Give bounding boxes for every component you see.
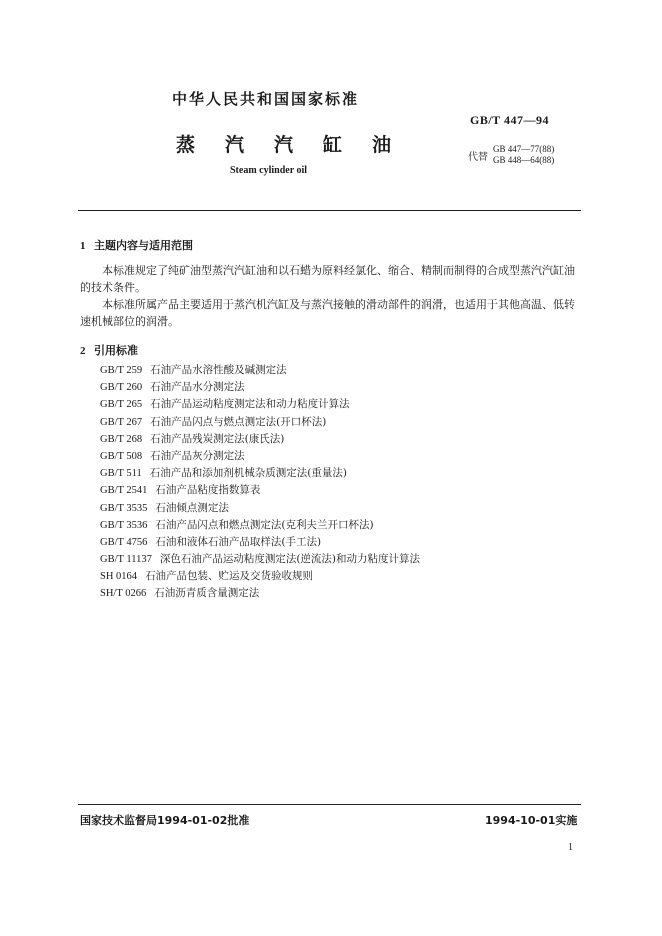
reference-code: GB/T 268 (100, 433, 143, 445)
reference-item (100, 448, 420, 465)
reference-name: 石油产品灰分测定法 (150, 449, 245, 462)
reference-name: 石油产品水溶性酸及碱测定法 (150, 364, 287, 376)
approval-note: 国家技术监督局1994-01-02批准 (80, 814, 250, 827)
reference-code: GB/T 267 (100, 416, 143, 428)
reference-list (100, 362, 420, 603)
replaced-standard: GB 448—64(88) (493, 155, 555, 165)
document-title-en: Steam cylinder oil (230, 165, 308, 176)
reference-item (100, 585, 420, 602)
reference-name: 石油产品水分测定法 (150, 381, 245, 394)
reference-code: GB/T 508 (100, 450, 143, 462)
reference-code: GB/T 265 (100, 399, 143, 411)
reference-item (100, 379, 420, 396)
implementation-date: 1994-10-01实施 (485, 814, 578, 827)
reference-name: 石油产品残炭测定法(康氏法) (150, 432, 285, 445)
replaces-label: 代替 (468, 152, 488, 163)
section-heading (80, 237, 193, 253)
reference-name: 石油产品包装、贮运及交货验收规则 (145, 570, 314, 583)
reference-item (100, 362, 420, 379)
reference-item (100, 431, 420, 448)
section-number: 2 (80, 345, 86, 357)
reference-item (100, 534, 420, 551)
section-heading (80, 342, 138, 358)
section-title: 主题内容与适用范围 (94, 239, 193, 252)
reference-name: 石油产品粘度指数算表 (155, 484, 261, 497)
reference-name: 石油产品闪点与燃点测定法(开口杯法) (150, 415, 327, 428)
reference-code: GB/T 4756 (100, 536, 148, 548)
header-divider (78, 210, 581, 211)
section-title: 引用标准 (94, 344, 138, 357)
replaces-list (493, 144, 554, 166)
reference-name: 石油倾点测定法 (155, 501, 229, 514)
page-number: 1 (568, 842, 573, 853)
reference-code: SH/T 0266 (100, 588, 147, 600)
reference-name: 石油产品运动粘度测定法和动力粘度计算法 (150, 398, 350, 411)
document-title-cn: 蒸汽汽缸油 (176, 134, 422, 156)
reference-name: 深色石油产品运动粘度测定法(逆流法)和动力粘度计算法 (159, 553, 421, 566)
paragraph: 本标准规定了纯矿油型蒸汽汽缸油和以石蜡为原料经氯化、缩合、精制而制得的合成型蒸汽汽缸油的技术条件。 (80, 264, 575, 294)
reference-name: 石油和液体石油产品取样法(手工法) (155, 535, 322, 548)
reference-code: SH 0164 (100, 571, 138, 583)
reference-code: GB/T 3536 (100, 519, 148, 531)
national-standard-heading: 中华人民共和国国家标准 (172, 90, 360, 108)
reference-code: GB/T 511 (100, 468, 142, 480)
reference-code: GB/T 11137 (100, 554, 152, 566)
reference-item (100, 500, 420, 517)
reference-item (100, 396, 420, 413)
reference-code: GB/T 2541 (100, 485, 148, 497)
reference-code: GB/T 259 (100, 365, 143, 376)
reference-item (100, 568, 420, 585)
reference-item (100, 465, 420, 482)
reference-name: 石油产品闪点和燃点测定法(克利夫兰开口杯法) (155, 518, 374, 531)
reference-item (100, 551, 420, 568)
footer-divider (78, 804, 581, 805)
replaced-standard: GB 447—77(88) (493, 144, 555, 154)
standard-number: GB/T 447—94 (470, 113, 549, 127)
reference-code: GB/T 260 (100, 382, 143, 394)
reference-name: 石油产品和添加剂机械杂质测定法(重量法) (149, 467, 347, 480)
reference-item (100, 517, 420, 534)
reference-code: GB/T 3535 (100, 502, 148, 514)
reference-item (100, 482, 420, 499)
reference-item (100, 414, 420, 431)
paragraph: 本标准所属产品主要适用于蒸汽机汽缸及与蒸汽接触的滑动部件的润滑，也适用于其他高温、低转速机械部位的润滑。 (80, 298, 575, 328)
reference-name: 石油沥青质含量测定法 (154, 587, 260, 600)
section-number: 1 (80, 240, 86, 252)
